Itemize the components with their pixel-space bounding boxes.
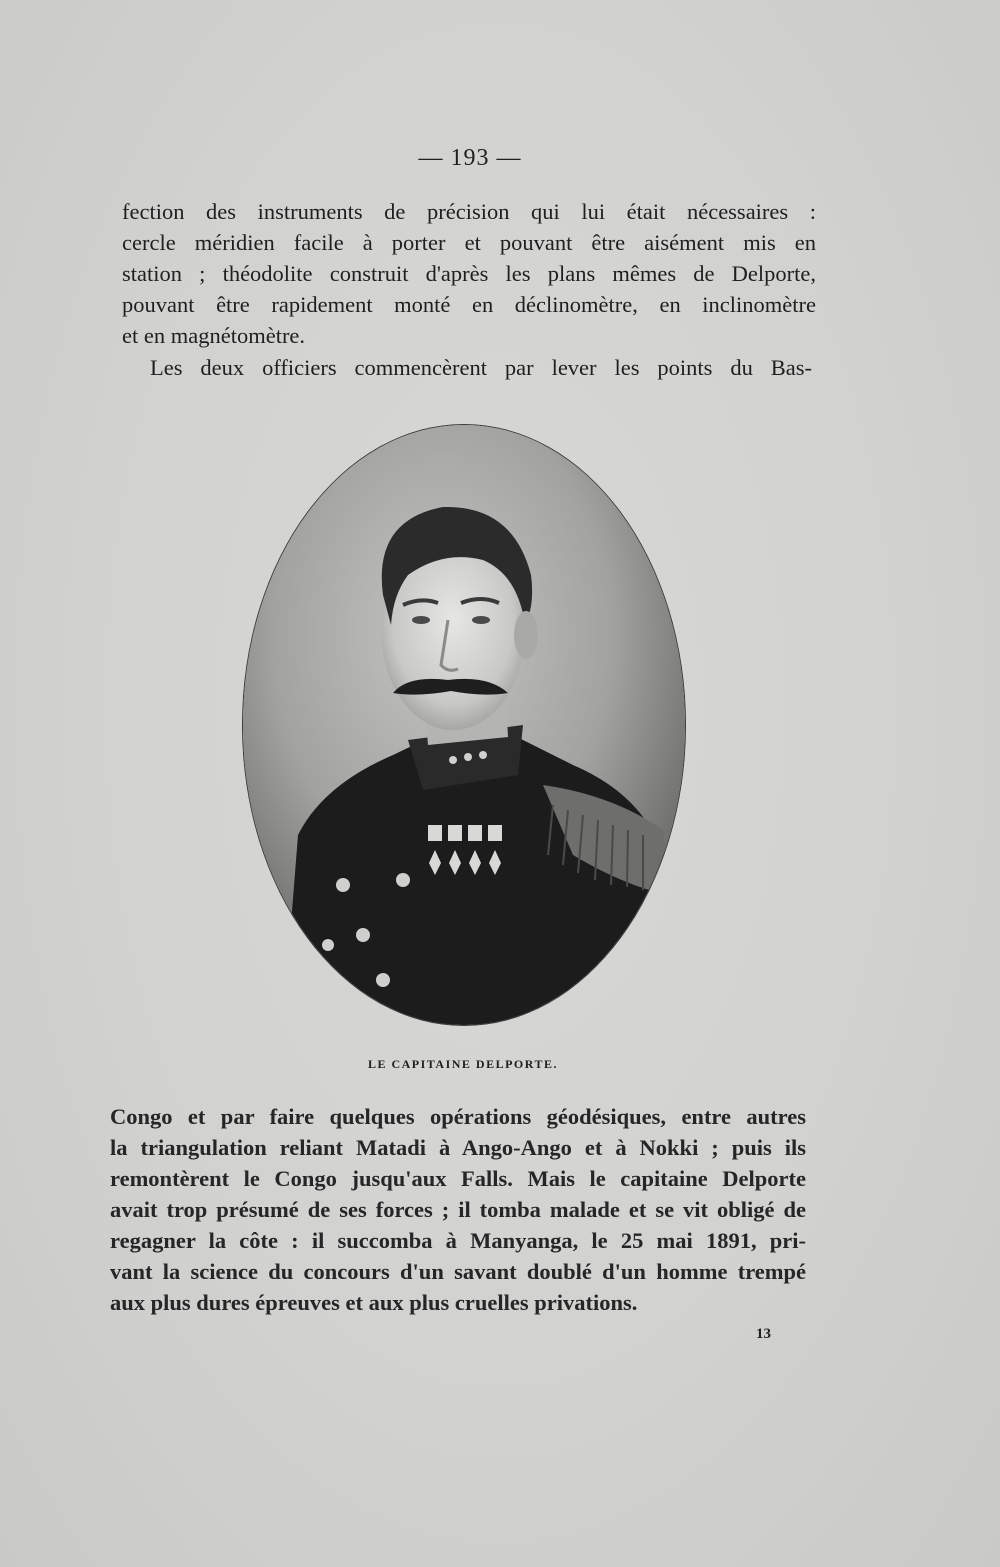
text-line: regagner la côte : il succomba à Manyanga, le 25 mai 1891, pri-: [110, 1228, 806, 1253]
text-line: station ; théodolite construit d'après les plans mêmes de Delporte,: [122, 261, 816, 286]
portrait-illustration: [243, 425, 685, 1025]
text-line: aux plus dures épreuves et aux plus cruelles privations.: [110, 1290, 638, 1315]
printer-signature-mark: 13: [756, 1326, 771, 1342]
text-line: fection des instruments de précision qui lui était nécessaires :: [122, 199, 816, 224]
text-line: vant la science du concours d'un savant doublé d'un homme trempé: [110, 1259, 806, 1284]
text-line: Les deux officiers commencèrent par lever les points du Bas-: [150, 355, 812, 380]
text-line: et en magnétomètre.: [122, 323, 306, 348]
text-line: cercle méridien facile à porter et pouvant être aisément mis en: [122, 230, 816, 255]
portrait-photograph: [243, 425, 685, 1025]
text-line: la triangulation reliant Matadi à Ango-Ango et à Nokki ; puis ils: [110, 1135, 806, 1160]
paragraph-1: [122, 196, 816, 351]
paragraph-3: [110, 1101, 806, 1318]
text-line: pouvant être rapidement monté en déclinomètre, en inclinomètre: [122, 292, 816, 317]
paragraph-2: [122, 352, 812, 383]
text-line: avait trop présumé de ses forces ; il tomba malade et se vit obligé de: [110, 1197, 806, 1222]
text-line: remontèrent le Congo jusqu'aux Falls. Mais le capitaine Delporte: [110, 1166, 806, 1191]
figure-caption: LE CAPITAINE DELPORTE.: [367, 1057, 559, 1071]
page-number: — 193 —: [418, 145, 522, 171]
text-line: Congo et par faire quelques opérations géodésiques, entre autres: [110, 1104, 806, 1129]
